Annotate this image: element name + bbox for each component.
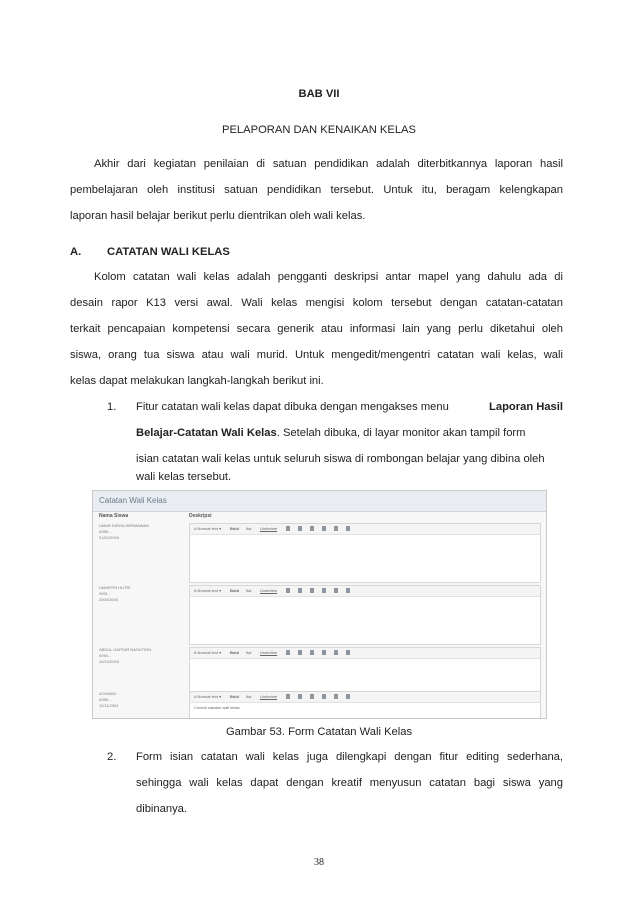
undo-icon[interactable] xyxy=(334,588,338,593)
underline-button[interactable]: Underline xyxy=(260,588,278,593)
section-para-line-2: desain rapor K13 versi awal. Wali kelas mengisi kolom tersebut dengan catatan-catatan xyxy=(70,297,563,309)
chapter-heading: BAB VII xyxy=(298,88,340,100)
screenshot-title: Catatan Wali Kelas xyxy=(93,491,546,512)
item1-line-2-text: . Setelah dibuka, di layar monitor akan tampil form xyxy=(276,427,526,439)
note-editor[interactable] xyxy=(189,523,541,583)
font-style-select[interactable]: A Normal text ▾ xyxy=(194,694,222,699)
student-name: UMAR DIRGA HERMAWAN 0089... 01/01/2004 xyxy=(99,523,149,540)
chapter-title: PELAPORAN DAN KENAIKAN KELAS xyxy=(222,124,416,136)
bold-button[interactable]: Bold xyxy=(230,588,239,593)
editor-toolbar xyxy=(190,586,540,597)
section-title: CATATAN WALI KELAS xyxy=(107,246,230,258)
bold-button[interactable]: Bold xyxy=(230,526,239,531)
item1-line-1-text: Fitur catatan wali kelas dapat dibuka dengan mengakses menu xyxy=(136,401,449,413)
item1-line-2 xyxy=(136,426,563,440)
section-para-line-4: siswa, orang tua siswa atau wali murid. Untuk mengedit/mengentri catatan wali kelas, wali xyxy=(70,349,563,361)
list-icon[interactable] xyxy=(286,588,290,593)
image-icon[interactable] xyxy=(346,526,350,531)
section-para-line-5: kelas dapat melakukan langkah-langkah berikut ini. xyxy=(70,375,324,387)
item1-menu-path-part2: Belajar-Catatan Wali Kelas xyxy=(136,427,277,439)
section-para-line-3: terkait pencapaian kompetensi secara generik atau informasi lain yang perlu diketahui oleh xyxy=(70,323,563,335)
image-icon[interactable] xyxy=(346,588,350,593)
image-icon[interactable] xyxy=(346,650,350,655)
numbered-list-icon[interactable] xyxy=(298,588,302,593)
editor-toolbar xyxy=(190,648,540,659)
font-style-select[interactable]: A Normal text ▾ xyxy=(194,588,222,593)
form-screenshot xyxy=(92,490,547,719)
underline-button[interactable]: Underline xyxy=(260,526,278,531)
editor-toolbar xyxy=(190,692,540,703)
item2-line-1: Form isian catatan wali kelas juga dilengkapi dengan fitur editing sederhana, xyxy=(136,751,563,763)
item2-line-2: sehingga wali kelas dapat dengan kreatif menyusun catatan bagi siswa yang xyxy=(136,777,563,789)
note-editor[interactable] xyxy=(189,691,541,719)
item1-number: 1. xyxy=(107,401,117,413)
note-editor[interactable] xyxy=(189,585,541,645)
underline-button[interactable]: Underline xyxy=(260,694,278,699)
item2-line-3: dibinanya. xyxy=(136,803,188,815)
indent-icon[interactable] xyxy=(310,650,314,655)
list-icon[interactable] xyxy=(286,526,290,531)
italic-button[interactable]: Ital xyxy=(246,588,252,593)
numbered-list-icon[interactable] xyxy=(298,526,302,531)
list-icon[interactable] xyxy=(286,694,290,699)
column-header-name: Nama Siswa xyxy=(99,513,129,519)
italic-button[interactable]: Ital xyxy=(246,694,252,699)
outdent-icon[interactable] xyxy=(322,650,326,655)
undo-icon[interactable] xyxy=(334,526,338,531)
editor-toolbar xyxy=(190,524,540,535)
numbered-list-icon[interactable] xyxy=(298,694,302,699)
student-name: UMARTIN HUTRI 0091... 2004/2005 xyxy=(99,585,131,602)
outdent-icon[interactable] xyxy=(322,588,326,593)
item2-number: 2. xyxy=(107,751,117,763)
indent-icon[interactable] xyxy=(310,526,314,531)
font-style-select[interactable]: A Normal text ▾ xyxy=(194,526,222,531)
indent-icon[interactable] xyxy=(310,694,314,699)
section-letter: A. xyxy=(70,246,82,258)
column-header-description: Deskripsi xyxy=(189,513,212,519)
note-text: Contoh catatan wali kelas xyxy=(194,705,240,710)
bold-button[interactable]: Bold xyxy=(230,650,239,655)
list-icon[interactable] xyxy=(286,650,290,655)
outdent-icon[interactable] xyxy=(322,694,326,699)
intro-line-2: pembelajaran oleh institusi satuan pendidikan tersebut. Untuk itu, beragam kelengkapan xyxy=(70,184,563,196)
italic-button[interactable]: Ital xyxy=(246,650,252,655)
student-name: ACHMAD 0089... 11/11/2004 xyxy=(99,691,119,708)
item1-line-1 xyxy=(136,400,563,414)
item1-line-4: wali kelas tersebut. xyxy=(136,471,232,483)
underline-button[interactable]: Underline xyxy=(260,650,278,655)
bold-button[interactable]: Bold xyxy=(230,694,239,699)
item1-line-3: isian catatan wali kelas untuk seluruh siswa di rombongan belajar yang dibina oleh xyxy=(136,453,545,465)
italic-button[interactable]: Ital xyxy=(246,526,252,531)
undo-icon[interactable] xyxy=(334,694,338,699)
intro-line-1: Akhir dari kegiatan penilaian di satuan pendidikan adalah diterbitkannya laporan hasil xyxy=(94,158,563,170)
intro-line-3: laporan hasil belajar berikut perlu dientrikan oleh wali kelas. xyxy=(70,210,366,222)
undo-icon[interactable] xyxy=(334,650,338,655)
indent-icon[interactable] xyxy=(310,588,314,593)
item1-menu-path-part1: Laporan Hasil xyxy=(489,401,563,413)
outdent-icon[interactable] xyxy=(322,526,326,531)
numbered-list-icon[interactable] xyxy=(298,650,302,655)
section-para-line-1: Kolom catatan wali kelas adalah pengganti deskripsi antar mapel yang dahulu ada di xyxy=(94,271,563,283)
image-icon[interactable] xyxy=(346,694,350,699)
figure-caption: Gambar 53. Form Catatan Wali Kelas xyxy=(225,726,413,738)
font-style-select[interactable]: A Normal text ▾ xyxy=(194,650,222,655)
student-name: ABDUL GAFFAR NASUTION 0090... 10/10/2003 xyxy=(99,647,152,664)
page-number: 38 xyxy=(314,857,324,868)
